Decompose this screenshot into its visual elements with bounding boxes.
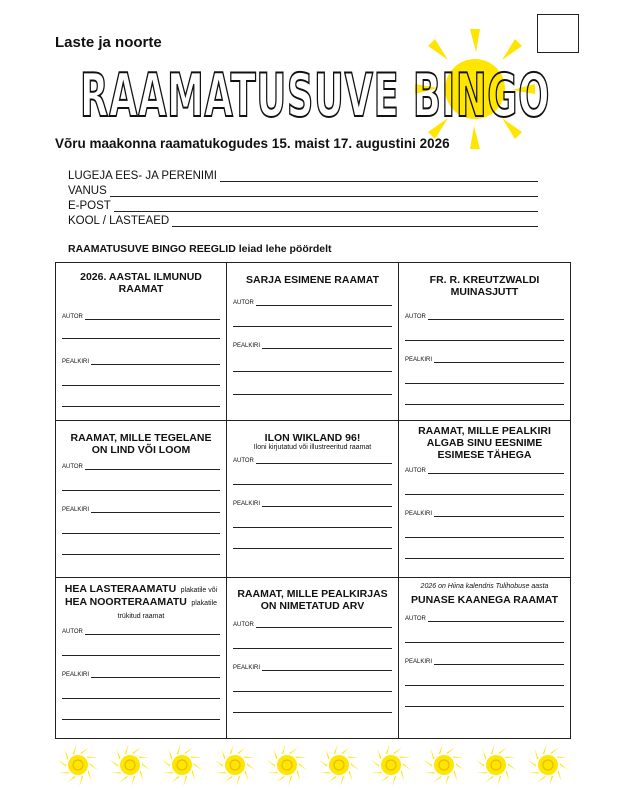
cell-title: 2026. AASTAL ILMUNUD RAAMAT xyxy=(80,271,202,295)
author-line[interactable] xyxy=(233,326,392,327)
title-line[interactable] xyxy=(405,537,564,538)
cell-title: FR. R. KREUTZWALDI MUINASJUTT xyxy=(429,274,540,298)
sun-icon xyxy=(525,742,571,788)
form-label: VANUS xyxy=(68,185,107,197)
cell-title: ILON WIKLAND 96! xyxy=(264,432,361,444)
sun-icon xyxy=(264,742,310,788)
rules-note: RAAMATUSUVE BINGO REEGLID leiad lehe pöördelt xyxy=(68,243,332,255)
title-line[interactable] xyxy=(405,404,564,405)
form-row xyxy=(68,197,538,212)
form-row xyxy=(68,212,538,227)
title-line[interactable] xyxy=(233,527,392,528)
bingo-cell xyxy=(227,578,399,738)
sun-icon xyxy=(159,742,205,788)
title-line[interactable] xyxy=(62,698,220,699)
author-line[interactable] xyxy=(62,655,220,656)
title-line[interactable] xyxy=(233,371,392,372)
cell-note: plakatile või xyxy=(180,587,218,594)
cell-note: plakatile trükitud raamat xyxy=(117,600,218,620)
title-line[interactable] xyxy=(405,383,564,384)
author-line[interactable] xyxy=(233,484,392,485)
title-line[interactable] xyxy=(91,357,220,365)
title-line[interactable] xyxy=(434,355,564,363)
cell-note: 2026 on Hiina kalendris Tulihobuse aasta xyxy=(420,583,549,590)
bingo-cell xyxy=(227,263,399,421)
cell-title: RAAMAT, MILLE PEALKIRI ALGAB SINU EESNIME ESIMESE TÄHEGA xyxy=(418,425,551,461)
title-line[interactable] xyxy=(233,712,392,713)
author-label: AUTOR xyxy=(62,464,83,470)
author-label: AUTOR xyxy=(62,314,83,320)
author-line[interactable] xyxy=(62,338,220,339)
sun-icon xyxy=(107,742,153,788)
title-line[interactable] xyxy=(405,558,564,559)
cell-title: HEA LASTERAAMATU xyxy=(64,583,177,595)
cell-title: RAAMAT, MILLE TEGELANE ON LIND VÕI LOOM xyxy=(70,432,212,456)
title-line[interactable] xyxy=(91,670,220,678)
title-label: PEALKIRI xyxy=(233,665,261,671)
title-line[interactable] xyxy=(62,554,220,555)
form-row xyxy=(68,182,538,197)
author-line[interactable] xyxy=(256,298,392,306)
author-label: AUTOR xyxy=(233,622,254,628)
sun-icon xyxy=(368,742,414,788)
author-label: AUTOR xyxy=(233,458,254,464)
dates-line: Võru maakonna raamatukogudes 15. maist 17. augustini 2026 xyxy=(55,136,450,151)
author-line[interactable] xyxy=(405,642,564,643)
bingo-cell xyxy=(399,263,570,421)
author-label: AUTOR xyxy=(405,314,426,320)
photo-box xyxy=(537,14,579,53)
bingo-cell xyxy=(399,578,570,738)
author-line[interactable] xyxy=(85,627,220,635)
cell-title: RAAMAT, MILLE PEALKIRJAS ON NIMETATUD ARV xyxy=(237,588,388,612)
form-input-line[interactable] xyxy=(114,201,538,212)
author-line[interactable] xyxy=(405,494,564,495)
author-line[interactable] xyxy=(428,312,564,320)
author-line[interactable] xyxy=(256,620,392,628)
title-line[interactable] xyxy=(405,706,564,707)
form-label: E-POST xyxy=(68,200,111,212)
author-label: AUTOR xyxy=(405,468,426,474)
cell-note: Iloni kirjutatud või illustreeritud raamat xyxy=(253,444,372,451)
title-line[interactable] xyxy=(233,394,392,395)
sun-border xyxy=(55,742,571,792)
title-line[interactable] xyxy=(233,548,392,549)
author-label: AUTOR xyxy=(405,616,426,622)
author-line[interactable] xyxy=(405,340,564,341)
sun-icon xyxy=(421,742,467,788)
sun-icon xyxy=(316,742,362,788)
form-label: LUGEJA EES- JA PERENIMI xyxy=(68,170,217,182)
title-line[interactable] xyxy=(434,657,564,665)
title-label: PEALKIRI xyxy=(233,501,261,507)
author-label: AUTOR xyxy=(62,629,83,635)
title-line[interactable] xyxy=(62,406,220,407)
title-line[interactable] xyxy=(91,505,220,513)
author-line[interactable] xyxy=(428,466,564,474)
author-line[interactable] xyxy=(233,648,392,649)
form-label: KOOL / LASTEAED xyxy=(68,215,170,227)
reader-form xyxy=(68,167,538,227)
title-label: PEALKIRI xyxy=(405,357,433,363)
author-line[interactable] xyxy=(256,456,392,464)
title-label: PEALKIRI xyxy=(405,511,433,517)
bingo-cell xyxy=(227,421,399,578)
author-line[interactable] xyxy=(85,312,220,320)
title-label: PEALKIRI xyxy=(62,507,90,513)
form-row xyxy=(68,167,538,182)
subtitle: Laste ja noorte xyxy=(55,34,162,51)
bingo-cell xyxy=(56,263,227,421)
title-line[interactable] xyxy=(405,685,564,686)
cell-title: HEA NOORTERAAMATU xyxy=(64,596,187,608)
title-line[interactable] xyxy=(62,719,220,720)
bingo-cell xyxy=(399,421,570,578)
sun-icon xyxy=(473,742,519,788)
sun-icon xyxy=(212,742,258,788)
bingo-cell xyxy=(56,578,227,738)
title-line[interactable] xyxy=(62,385,220,386)
title-line[interactable] xyxy=(434,509,564,517)
author-line[interactable] xyxy=(85,462,220,470)
title-label: PEALKIRI xyxy=(62,672,90,678)
title-line[interactable] xyxy=(262,499,392,507)
form-input-line[interactable] xyxy=(220,171,538,182)
title-line[interactable] xyxy=(62,533,220,534)
title-art xyxy=(75,62,555,132)
sun-icon xyxy=(55,742,101,788)
cell-title: SARJA ESIMENE RAAMAT xyxy=(245,274,379,286)
author-line[interactable] xyxy=(62,490,220,491)
title-label: PEALKIRI xyxy=(62,359,90,365)
title-line[interactable] xyxy=(233,691,392,692)
author-label: AUTOR xyxy=(233,300,254,306)
title-label: PEALKIRI xyxy=(405,659,433,665)
bingo-grid xyxy=(55,262,571,739)
title-line[interactable] xyxy=(262,341,392,349)
page-title: RAAMATUSUVE BINGO xyxy=(80,62,550,131)
form-input-line[interactable] xyxy=(110,186,538,197)
title-line[interactable] xyxy=(262,663,392,671)
author-line[interactable] xyxy=(428,614,564,622)
bingo-cell xyxy=(56,421,227,578)
title-label: PEALKIRI xyxy=(233,343,261,349)
cell-title: PUNASE KAANEGA RAAMAT xyxy=(411,594,558,606)
form-input-line[interactable] xyxy=(172,216,538,227)
